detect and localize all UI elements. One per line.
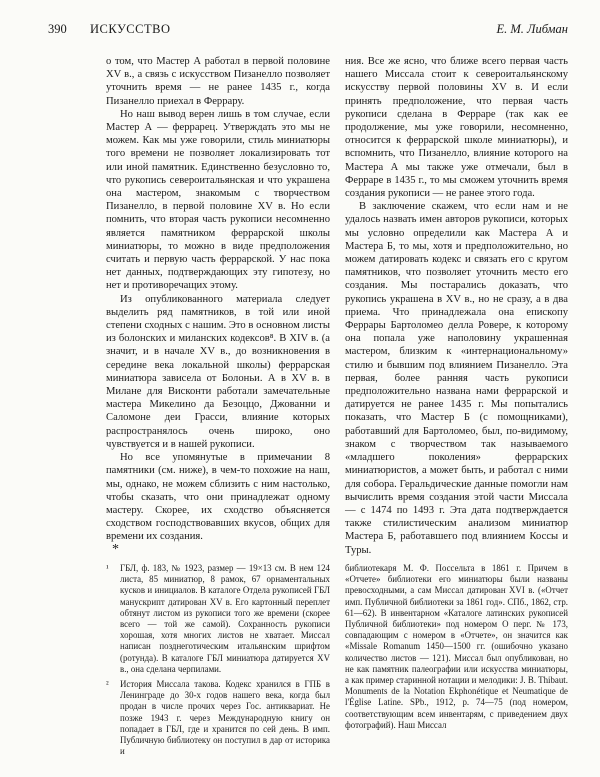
footnotes-right (345, 563, 568, 731)
running-title: ИСКУССТВО (90, 22, 171, 36)
footnote-2-continued: библиотекаря М. Ф. Поссельта в 1861 г. Причем в «Отчете» библиотеки его миниатюры были названы превосходными, а сам Миссал датирован XVI в. («Отчет имп. Публичной библиотеки за 1861 год». СПб., 1862, стр. 61—62). В инвентарном «Каталоге латинских рукописей Публичной библиотеки» под номером О перг. № 173, совпадающим с номером в «Отчете», он значится как «Missale Romanum 1450—1500 гг. (ошибочно указано количество листов — 121). Миссал был опубликован, но не как памятник палеографии или искусства миниатюры, а как пример старинной нотации и мелодики: J. B. Thibaut. Monuments de la Notation Ekphonétique et Neumatique de l'Église Latine. SPb., 1912, p. 74—75 (под номером, соответствующим всем инвентарям, с приведением двух фотографий). Наш Миссал (345, 563, 568, 730)
paragraph: Из опубликованного материала следует выделить ряд памятников, в той или иной степени сходных с нашим. Это в основном листы из болонских и миланских кодексов⁸. В XIV в. (а значит, и в начале XV в., до возникновения в середине века локальной школы) феррарская миниатюра зависела от Болоньи. А в XV в. в Милане для Висконти работали замечательные мастера Микелино да Безоццо, Джованни и Саломоне деи Грасси, влияние которых распространялось очень широко, оно чувствуется и в нашей рукописи. (106, 293, 330, 450)
running-header (48, 22, 568, 42)
footnotes-left (106, 563, 330, 757)
footnote-text: История Миссала такова. Кодекс хранился в ГПБ в Ленинграде до 30-х годов нашего века, когда был продан в числе прочих через Гос. антиквариат. Не позже 1943 г. через Международную книгу он попадает в ГБЛ, где и хранится по сей день. В имп. Публичную библиотеку он поступил в дар от историка и (120, 679, 330, 757)
footnote-marker: ² (106, 679, 109, 690)
text-column-right (345, 55, 568, 557)
section-separator: * (112, 542, 119, 557)
footnote-marker: ¹ (106, 563, 109, 573)
text-column-left (106, 55, 330, 544)
paragraph: о том, что Мастер А работал в первой половине XV в., а связь с искусством Пизанелло позволяет уточнить время — не ранее 1435 г., когда Пизанелло приехал в Феррару. (106, 56, 330, 107)
footnote-2 (106, 679, 330, 757)
paragraph: В заключение скажем, что если нам и не удалось назвать имен авторов рукописи, которых мы условно определили как Мастера А и Мастера Б, то мы, хотя и предположительно, но можем датировать кодекс и связать его с кругом памятников, что позволяет уточнить место его создания. Мы постарались доказать, что рукопись украшена в XV в., но не сразу, а в два приема. Что принадлежала она епископу Феррары Бартоломео делла Ровере, к которому она попала уже наполовину украшенная мастером, близким к «интернациональному» стилю и бывшим под влиянием Пизанелло. Эта первая, более ранняя часть рукописи предположительно названа нами феррарской и датируется не ранее 1435 г. Мы попытались показать, что Мастер Б (с помощниками), работавший для Бартоломео, был, по-видимому, знаком с творчеством так называемого «младшего поколения» феррарских миниатюристов, а может быть, и работал с ними для собора. Геральдические данные помогли нам вычислить время создания этой части Миссала — с 1474 по 1493 г. Эта дата подтверждается также стилистическим анализом миниатюр Мастера Б, работавшего под влиянием Коссы и Туры. (345, 201, 568, 556)
paragraph: Но наш вывод верен лишь в том случае, если Мастер А — феррарец. Утверждать это мы не можем. Как мы уже говорили, стиль миниатюры того времени не позволяет локализировать тот или иной памятник. Единственно безусловно то, что рукопись североитальянская и что украшена она мастером, знакомым с творчеством Пизанелло, в первой половине XV в. Но если помнить, что вторая часть рукописи несомненно является памятником феррарской школы миниатюры, то можно в виде предположения считать и первую часть феррарской. У нас пока нет данных, подтверждающих эту гипотезу, но нет и противоречащих этому. (106, 108, 330, 292)
paragraph: Но все упомянутые в примечании 8 памятники (см. ниже), в чем-то похожие на наш, мы, однако, не можем сблизить с ним настолько, чтобы сказать, что они принадлежат одному мастеру. Скорее, их сходство объясняется сходством господствовавших вкусов, общих для времени их создания. (106, 452, 330, 543)
footnote-text: ГБЛ, ф. 183, № 1923, размер — 19×13 см. В нем 124 листа, 85 миниатюр, 8 рамок, 67 орнаментальных кусков и инициалов. В каталоге Отдела рукописей ГБЛ манускрипт датирован XV в. Его картонный переплет обтянут листом из рукописи того же времени (скорее всего — той же самой). Сохранность рукописи хорошая, хотя многих листов не хватает. Миссал написан позднеготическим итальянским шрифтом (ротунда). В каталоге ГБЛ миниатюра датируется XV в., она сделана черпилами. (120, 563, 330, 674)
page-number: 390 (48, 22, 67, 36)
paragraph: ния. Все же ясно, что ближе всего первая часть нашего Миссала стоит к североитальянскому искусству первой половины XV в. И если принять предположение, что первая часть рукописи сделана в Ферраре (так как ее продолжение, мы уже говорили, несомненно, относится к феррарской школе миниатюры), и вспомнить, что Пизанелло, влияние которого на Мастера А мы также уже отмечали, был в Ферраре в 1435 г., то мы сможем уточнить время создания рукописи — не ранее этого года. (345, 56, 568, 200)
footnote-1 (106, 563, 330, 675)
running-author: Е. М. Либман (496, 22, 568, 36)
